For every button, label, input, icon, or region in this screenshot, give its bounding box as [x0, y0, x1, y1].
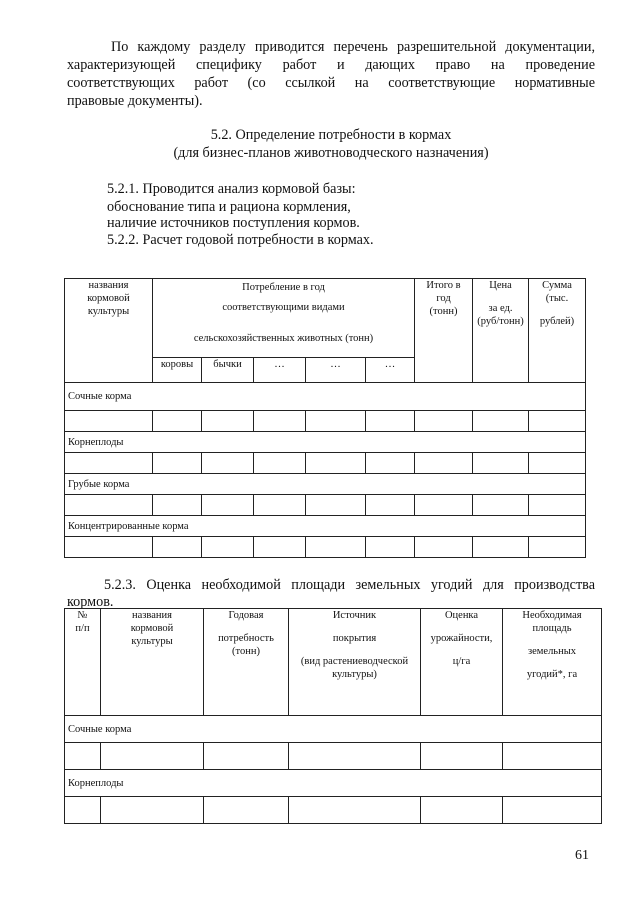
header-consumption: Потребление в год соответствующими видами сельскохозяйственных животных (тонн)	[153, 279, 415, 358]
section-row: Корнеплоды	[65, 432, 586, 453]
section-row: Корнеплоды	[65, 770, 602, 797]
table-row	[65, 743, 602, 770]
header-number: № п/п	[65, 609, 101, 716]
item-5-2-3: 5.2.3. Оценка необходимой площади земельных угодий для производства	[104, 577, 595, 593]
section-title: 5.2. Определение потребности в кормах	[210, 127, 452, 143]
subheader-ellipsis: …	[254, 358, 306, 383]
table-row	[65, 537, 586, 558]
intro-line-2: характеризующей специфику работ и дающих право на проведение	[67, 57, 595, 73]
subheader-ellipsis: …	[306, 358, 366, 383]
header-yield: Оценка урожайности, ц/га	[421, 609, 503, 716]
feed-consumption-table	[64, 278, 586, 558]
subheader-cows: коровы	[153, 358, 202, 383]
header-crop-name: названия кормовой культуры	[101, 609, 204, 716]
subheader-ellipsis: …	[366, 358, 415, 383]
section-row: Сочные корма	[65, 716, 602, 743]
section-row: Грубые корма	[65, 474, 586, 495]
item-5-2-1-a: обоснование типа и рациона кормления,	[107, 199, 351, 215]
item-5-2-2: 5.2.2. Расчет годовой потребности в кормах.	[107, 232, 374, 248]
section-row: Концентрированные корма	[65, 516, 586, 537]
header-source: Источник покрытия (вид растениеводческой культуры)	[289, 609, 421, 716]
section-subtitle: (для бизнес-планов животноводческого назначения)	[173, 145, 489, 161]
table-row	[65, 411, 586, 432]
header-price: Цена за ед. (руб/тонн)	[473, 279, 529, 383]
header-sum: Сумма (тыс. рублей)	[529, 279, 586, 383]
land-area-table	[64, 608, 602, 824]
section-row: Сочные корма	[65, 383, 586, 411]
table-row	[65, 797, 602, 824]
header-annual-need: Годовая потребность (тонн)	[204, 609, 289, 716]
page-number: 61	[575, 848, 589, 863]
header-crop-name: названия кормовой культуры	[65, 279, 153, 383]
item-5-2-3-line2: кормов.	[67, 594, 114, 610]
table-row	[65, 495, 586, 516]
intro-line-1: По каждому разделу приводится перечень разрешительной документации,	[111, 39, 595, 55]
intro-line-4: правовые документы).	[67, 93, 203, 109]
item-5-2-1: 5.2.1. Проводится анализ кормовой базы:	[107, 181, 356, 197]
header-total: Итого в год (тонн)	[415, 279, 473, 383]
table-row	[65, 453, 586, 474]
intro-line-3: соответствующих работ (со ссылкой на соответствующие нормативные	[67, 75, 595, 91]
header-required-area: Необходимая площадь земельных угодий*, га	[503, 609, 602, 716]
subheader-bulls: бычки	[202, 358, 254, 383]
item-5-2-1-b: наличие источников поступления кормов.	[107, 215, 360, 231]
